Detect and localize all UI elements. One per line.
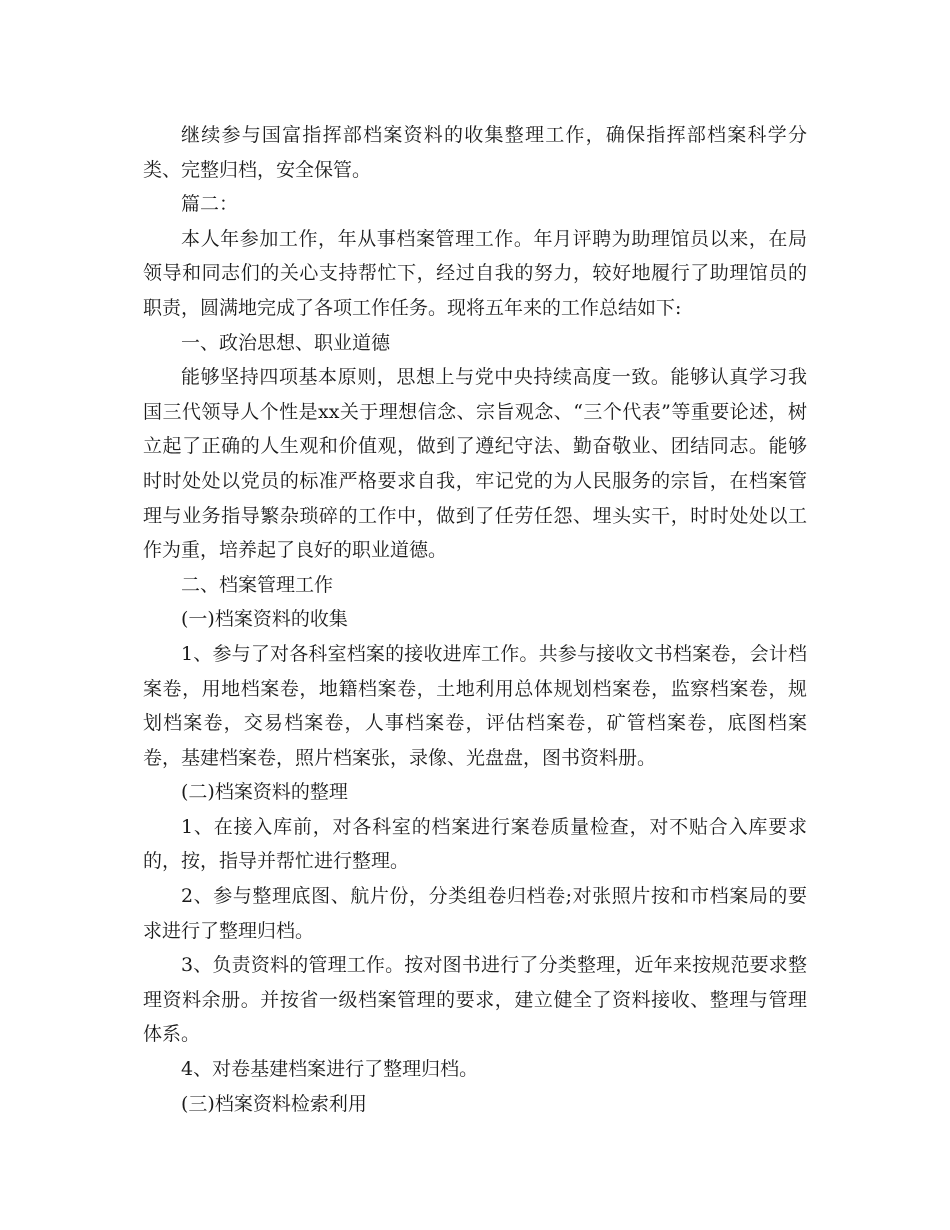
section-heading-archive-management: 二、档案管理工作: [181, 573, 334, 596]
paragraph-organization-item-4: 4、对卷基建档案进行了整理归档。: [181, 1058, 479, 1081]
paragraph-organization-item-1: 1、在接入库前，对各科室的档案进行案卷质量检查，对不贴合入库要求的，按，指导并帮忙进行整理。: [143, 815, 807, 873]
paragraph-collection-item-1: 1、参与了对各科室档案的接收进库工作。共参与接收文书档案卷，会计档案卷，用地档案卷，地籍档案卷，土地利用总体规划档案卷，监察档案卷，规划档案卷，交易档案卷，人事档案卷，评估档案卷，矿管档案卷，底图档案卷，基建档案卷，照片档案张，录像、光盘盘，图书资料册。: [143, 642, 807, 769]
paragraph-archive-collection: 继续参与国富指挥部档案资料的收集整理工作，确保指挥部档案科学分类、完整归档，安全保管。: [143, 124, 807, 181]
subheading-collection: (一)档案资料的收集: [181, 608, 348, 631]
paragraph-organization-item-3: 3、负责资料的管理工作。按对图书进行了分类整理，近年来按规范要求整理资料余册。并按省一级档案管理的要求，建立健全了资料接收、整理与管理体系。: [143, 954, 807, 1046]
subheading-organization: (二)档案资料的整理: [181, 781, 348, 804]
paragraph-politics: 能够坚持四项基本原则，思想上与党中央持续高度一致。能够认真学习我国三代领导人个性是xx关于理想信念、宗旨观念、“三个代表”等重要论述，树立起了正确的人生观和价值观，做到了遵纪守法、勤奋敬业、团结同志。能够时时处处以党员的标准严格要求自我，牢记党的为人民服务的宗旨，在档案管理与业务指导繁杂琐碎的工作中，做到了任劳任怨、埋头实干，时时处处以工作为重，培养起了良好的职业道德。: [143, 366, 807, 562]
section-heading-politics: 一、政治思想、职业道德: [181, 331, 391, 354]
paragraph-organization-item-2: 2、参与整理底图、航片份，分类组卷归档卷;对张照片按和市档案局的要求进行了整理归档。: [143, 885, 807, 942]
document-page: [143, 118, 807, 1121]
subheading-retrieval: (三)档案资料检索利用: [181, 1092, 367, 1115]
paragraph-intro: 本人年参加工作，年从事档案管理工作。年月评聘为助理馆员以来，在局领导和同志们的关心支持帮忙下，经过自我的努力，较好地履行了助理馆员的职责，圆满地完成了各项工作任务。现将五年来的工作总结如下:: [143, 227, 807, 319]
paragraph-part-two-heading: 篇二：: [181, 193, 239, 216]
